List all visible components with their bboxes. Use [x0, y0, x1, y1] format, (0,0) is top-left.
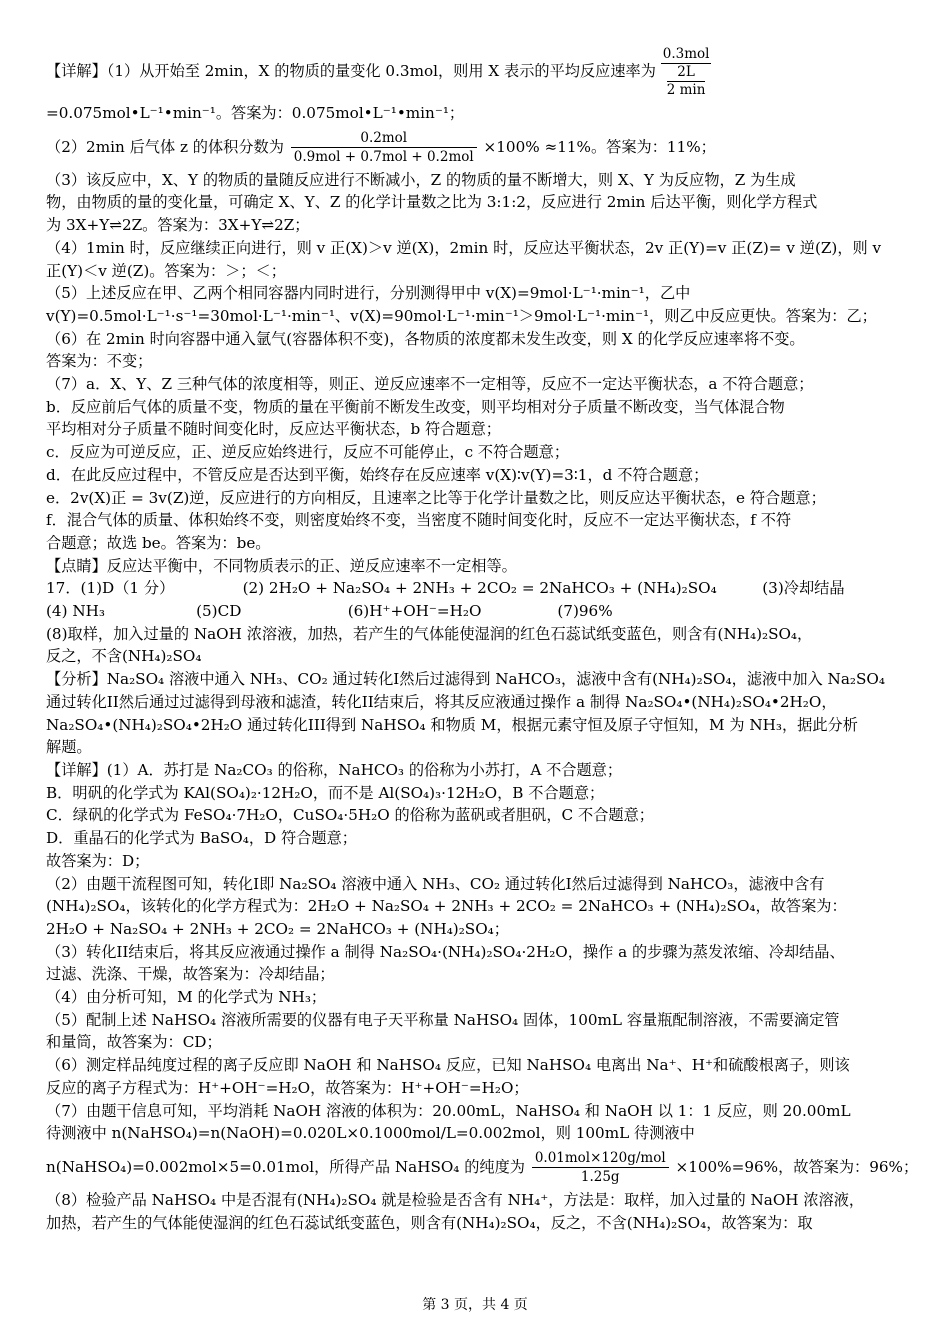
text-line: (4) NH₃ (5)CD (6)H⁺+OH⁻=H₂O (7)96%: [46, 602, 613, 621]
text-line: （6）测定样品纯度过程的离子反应即 NaOH 和 NaHSO₄ 反应，已知 NaHSO₄ 电离出 Na⁺、H⁺和硫酸根离子，则该: [46, 1056, 850, 1075]
text-line: （7）由题干信息可知，平均消耗 NaOH 溶液的体积为：20.00mL，NaHSO₄ 和 NaOH 以 1：1 反应，则 20.00mL: [46, 1101, 851, 1120]
text-line: 答案为：不变；: [46, 352, 153, 371]
text-line: 待测液中 n(NaHSO₄)=n(NaOH)=0.020L×0.1000mol/L=0.002mol，则 100mL 待测液中: [46, 1124, 695, 1143]
q7-fraction: [532, 1149, 669, 1186]
text-line: Na₂SO₄•(NH₄)₂SO₄•2H₂O 通过转化III得到 NaHSO₄ 和物质 M，根据元素守恒及原子守恒知，M 为 NH₃，据此分析: [46, 715, 858, 734]
text-line: （3）转化II结束后，将其反应液通过操作 a 制得 Na₂SO₄·(NH₄)₂SO₄·2H₂O，操作 a 的步骤为蒸发浓缩、冷却结晶、: [46, 942, 845, 961]
text-line: b．反应前后气体的质量不变，物质的量在平衡前不断发生改变，则平均相对分子质量不断改变，当气体混合物: [46, 397, 785, 416]
q1-fraction: [661, 46, 712, 99]
q2-text: （2）2min 后气体 z 的体积分数为: [46, 137, 284, 156]
text-line: （7）a．X、Y、Z 三种气体的浓度相等，则正、逆反应速率不一定相等，反应不一定达平衡状态，a 不符合题意；: [46, 375, 814, 394]
text-line: （4）1min 时，反应继续正向进行，则 v 正(X)＞v 逆(X)，2min 时，反应达平衡状态，2v 正(Y)=v 正(Z)= v 逆(Z)，则 v: [46, 238, 882, 257]
q1-denominator: 2 min: [666, 81, 706, 98]
q1-numerator: 0.3mol: [662, 45, 710, 62]
text-line: 合题意；故选 be。答案为：be。: [46, 533, 271, 552]
q1-rate-line: [46, 40, 908, 102]
text-line: 平均相对分子质量不随时间变化时，反应达平衡状态，b 符合题意；: [46, 420, 501, 439]
text-line: f．混合气体的质量、体积始终不变，则密度始终不变，当密度不随时间变化时，反应不一定达平衡状态，f 不符: [46, 511, 792, 530]
text-line: 通过转化II然后通过过滤得到母液和滤渣，转化II结束后，将其反应液通过操作 a 制得 Na₂SO₄•(NH₄)₂SO₄•2H₂O，: [46, 692, 837, 711]
text-line: v(Y)=0.5mol·L⁻¹·s⁻¹=30mol·L⁻¹·min⁻¹、v(X)=90mol·L⁻¹·min⁻¹＞9mol·L⁻¹·min⁻¹，则乙中反应更快。答案为：乙；: [46, 306, 877, 325]
text-line: 2H₂O + Na₂SO₄ + 2NH₃ + 2CO₂ = 2NaHCO₃ + (NH₄)₂SO₄；: [46, 919, 509, 938]
text-line: 加热，若产生的气体能使湿润的红色石蕊试纸变蓝色，则含有(NH₄)₂SO₄，反之，不含(NH₄)₂SO₄，故答案为：取: [46, 1213, 813, 1232]
text-line: （5）配制上述 NaHSO₄ 溶液所需要的仪器有电子天平称量 NaHSO₄ 固体，100mL 容量瓶配制溶液，不需要滴定管: [46, 1010, 840, 1029]
text-line: （3）该反应中，X、Y 的物质的量随反应进行不断减小，Z 的物质的量不断增大，则 X、Y 为反应物，Z 为生成: [46, 170, 796, 189]
text-line: 【详解】(1）A．苏打是 Na₂CO₃ 的俗称，NaHCO₃ 的俗称为小苏打，A 不合题意；: [46, 760, 623, 779]
text-line: 【分析】Na₂SO₄ 溶液中通入 NH₃、CO₂ 通过转化I然后过滤得到 NaHCO₃，滤液中含有(NH₄)₂SO₄，滤液中加入 Na₂SO₄: [46, 670, 885, 689]
text-line: D．重晶石的化学式为 BaSO₄，D 符合题意；: [46, 829, 357, 848]
text-line: 解题。: [46, 738, 92, 757]
q7-after: ×100%=96%，故答案为：96%；: [675, 1157, 919, 1176]
text-line: (NH₄)₂SO₄，该转化的化学方程式为：2H₂O + Na₂SO₄ + 2NH₃ + 2CO₂ = 2NaHCO₃ + (NH₄)₂SO₄，故答案为：: [46, 897, 847, 916]
q1-text: 【详解】（1）从开始至 2min，X 的物质的量变化 0.3mol，则用 X 表示的平均反应速率为: [46, 62, 656, 80]
text-line: 反应的离子方程式为：H⁺+OH⁻=H₂O，故答案为：H⁺+OH⁻=H₂O；: [46, 1078, 529, 1097]
text-line: （8）检验产品 NaHSO₄ 中是否混有(NH₄)₂SO₄ 就是检验是否含有 NH₄⁺，方法是：取样，加入过量的 NaOH 浓溶液，: [46, 1190, 865, 1209]
page-footer: 第 3 页，共 4 页: [422, 1297, 528, 1313]
text-line: （5）上述反应在甲、乙两个相同容器内同时进行，分别测得甲中 v(X)=9mol·L⁻¹·min⁻¹，乙中: [46, 284, 691, 303]
text-line: 过滤、洗涤、干燥，故答案为：冷却结晶；: [46, 965, 335, 984]
text-line: （2）由题干流程图可知，转化I即 Na₂SO₄ 溶液中通入 NH₃、CO₂ 通过转化I然后过滤得到 NaHCO₃，滤液中含有: [46, 874, 825, 893]
text-line: e．2v(X)正 = 3v(Z)逆，反应进行的方向相反，且速率之比等于化学计量数之比，则反应达平衡状态，e 符合题意；: [46, 488, 826, 507]
text-line: C．绿矾的化学式为 FeSO₄·7H₂O，CuSO₄·5H₂O 的俗称为蓝矾或者胆矾，C 不合题意；: [46, 806, 654, 825]
text-line: 和量筒，故答案为：CD；: [46, 1033, 222, 1052]
text-line: d．在此反应过程中，不管反应是否达到平衡，始终存在反应速率 v(X)∶v(Y)=3∶1，d 不符合题意；: [46, 465, 709, 484]
text-line: 为 3X+Y⇌2Z。答案为：3X+Y⇌2Z；: [46, 216, 310, 235]
answer-page: [46, 40, 919, 1234]
q2-fraction-line: [46, 125, 908, 169]
q2-fraction: [291, 129, 477, 166]
text-line: 正(Y)＜v 逆(Z)。答案为：＞；＜；: [46, 261, 286, 280]
q7-purity-line: [46, 1145, 919, 1189]
q2-after: ×100% ≈11%。答案为：11%；: [483, 137, 716, 156]
text-line: 【点睛】反应达平衡中，不同物质表示的正、逆反应速率不一定相等。: [46, 556, 517, 575]
q2-numerator: 0.2mol: [291, 129, 477, 148]
q7-denominator: 1.25g: [580, 1169, 620, 1186]
q1-inner-numerator: 2L: [667, 64, 706, 82]
text-line: 故答案为：D；: [46, 851, 150, 870]
text-line: c．反应为可逆反应，正、逆反应始终进行，反应不可能停止，c 不符合题意；: [46, 443, 570, 462]
text-line: B．明矾的化学式为 KAl(SO₄)₂·12H₂O，而不是 Al(SO₄)₃·12H₂O，B 不合题意；: [46, 783, 605, 802]
text-line: 物，由物质的量的变化量，可确定 X、Y、Z 的化学计量数之比为 3:1:2，反应进行 2min 后达平衡，则化学方程式: [46, 193, 818, 212]
text-line: 反之，不含(NH₄)₂SO₄: [46, 647, 202, 666]
q7-text: n(NaHSO₄)=0.002mol×5=0.01mol，所得产品 NaHSO₄ 的纯度为: [46, 1157, 525, 1176]
text-line: （6）在 2min 时向容器中通入氩气(容器体积不变)，各物质的浓度都未发生改变，则 X 的化学反应速率将不变。: [46, 329, 805, 348]
q2-denominator: 0.9mol + 0.7mol + 0.2mol: [293, 149, 474, 166]
text-line: （4）由分析可知，M 的化学式为 NH₃；: [46, 988, 327, 1007]
text-line: (8)取样，加入过量的 NaOH 浓溶液，加热，若产生的气体能使湿润的红色石蕊试纸变蓝色，则含有(NH₄)₂SO₄，: [46, 624, 813, 643]
text-line: =0.075mol•L⁻¹•min⁻¹。答案为：0.075mol•L⁻¹•min⁻¹；: [46, 104, 465, 122]
text-line: 17．(1)D（1 分） (2) 2H₂O + Na₂SO₄ + 2NH₃ + 2CO₂ = 2NaHCO₃ + (NH₄)₂SO₄ (3)冷却结晶: [46, 579, 845, 598]
q7-numerator: 0.01mol×120g/mol: [532, 1149, 669, 1168]
